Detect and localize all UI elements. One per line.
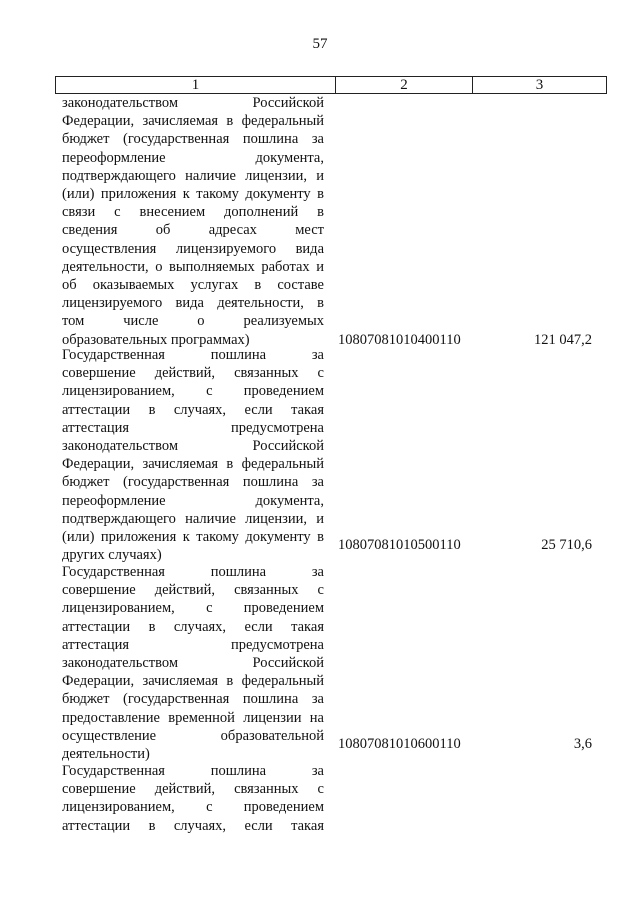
- description-line: образовательных программах): [62, 331, 250, 348]
- description-line: совершение действий, связанных с: [62, 781, 324, 798]
- description-line: бюджет (государственная пошлина за: [62, 131, 324, 148]
- description-line: аттестации в случаях, если такая: [62, 618, 324, 635]
- description-line: лицензированием, с проведением: [62, 383, 324, 400]
- description-line: других случаях): [62, 547, 162, 564]
- description-line: Федерации, зачисляемая в федеральный: [62, 113, 324, 130]
- description-line: лицензируемого вида деятельности, в: [62, 295, 324, 312]
- description-line: сведения об адресах мест: [62, 222, 324, 239]
- description-line: лицензированием, с проведением: [62, 799, 324, 816]
- description-line: связи с внесением дополнений в: [62, 204, 324, 221]
- description-line: аттестации в случаях, если такая: [62, 817, 324, 834]
- description-line: осуществление образовательной: [62, 727, 324, 744]
- table-header: [55, 76, 607, 94]
- description-line: осуществления лицензируемого вида: [62, 240, 324, 257]
- row-code: 10807081010600110: [338, 736, 461, 752]
- description-line: (или) приложения к такому документу в: [62, 186, 324, 203]
- row-code: 10807081010500110: [338, 537, 461, 553]
- description-line: подтверждающего наличие лицензии, и: [62, 167, 324, 184]
- row-description: [62, 563, 324, 763]
- description-line: совершение действий, связанных с: [62, 582, 324, 599]
- row-code: 10807081010400110: [338, 331, 461, 348]
- description-line: переоформление документа,: [62, 492, 324, 509]
- description-line: аттестации в случаях, если такая: [62, 401, 324, 418]
- description-line: предоставление временной лицензии на: [62, 709, 324, 726]
- page-number: 57: [312, 36, 328, 52]
- description-line: об оказываемых услугах в составе: [62, 277, 324, 294]
- description-line: совершение действий, связанных с: [62, 365, 324, 382]
- row-amount: 25 710,6: [541, 537, 592, 553]
- row-amount: 3,6: [573, 736, 592, 752]
- description-line: бюджет (государственная пошлина за: [62, 691, 324, 708]
- description-line: (или) приложения к такому документу в: [62, 529, 324, 546]
- row-amount: 121 047,2: [534, 331, 592, 348]
- table-header-col-1: 1: [56, 77, 336, 93]
- description-line: бюджет (государственная пошлина за: [62, 474, 324, 491]
- table-header-col-2: 2: [336, 77, 473, 93]
- description-line: Государственная пошлина за: [62, 763, 324, 779]
- description-line: Федерации, зачисляемая в федеральный: [62, 456, 324, 473]
- row-description: [62, 94, 324, 349]
- description-line: том числе о реализуемых: [62, 313, 324, 330]
- row-description: [62, 762, 324, 835]
- description-line: переоформление документа,: [62, 149, 324, 166]
- description-line: лицензированием, с проведением: [62, 600, 324, 617]
- description-line: законодательством Российской: [62, 95, 324, 111]
- table-header-col-3: 3: [535, 77, 544, 93]
- description-line: аттестация предусмотрена: [62, 636, 324, 653]
- row-description: [62, 346, 324, 564]
- description-line: Государственная пошлина за: [62, 564, 324, 580]
- description-line: Федерации, зачисляемая в федеральный: [62, 673, 324, 690]
- description-line: Государственная пошлина за: [62, 347, 324, 363]
- description-line: аттестация предусмотрена: [62, 419, 324, 436]
- description-line: деятельности, о выполняемых работах и: [62, 258, 324, 275]
- description-line: подтверждающего наличие лицензии, и: [62, 510, 324, 527]
- description-line: законодательством Российской: [62, 655, 324, 672]
- description-line: деятельности): [62, 746, 150, 763]
- description-line: законодательством Российской: [62, 438, 324, 455]
